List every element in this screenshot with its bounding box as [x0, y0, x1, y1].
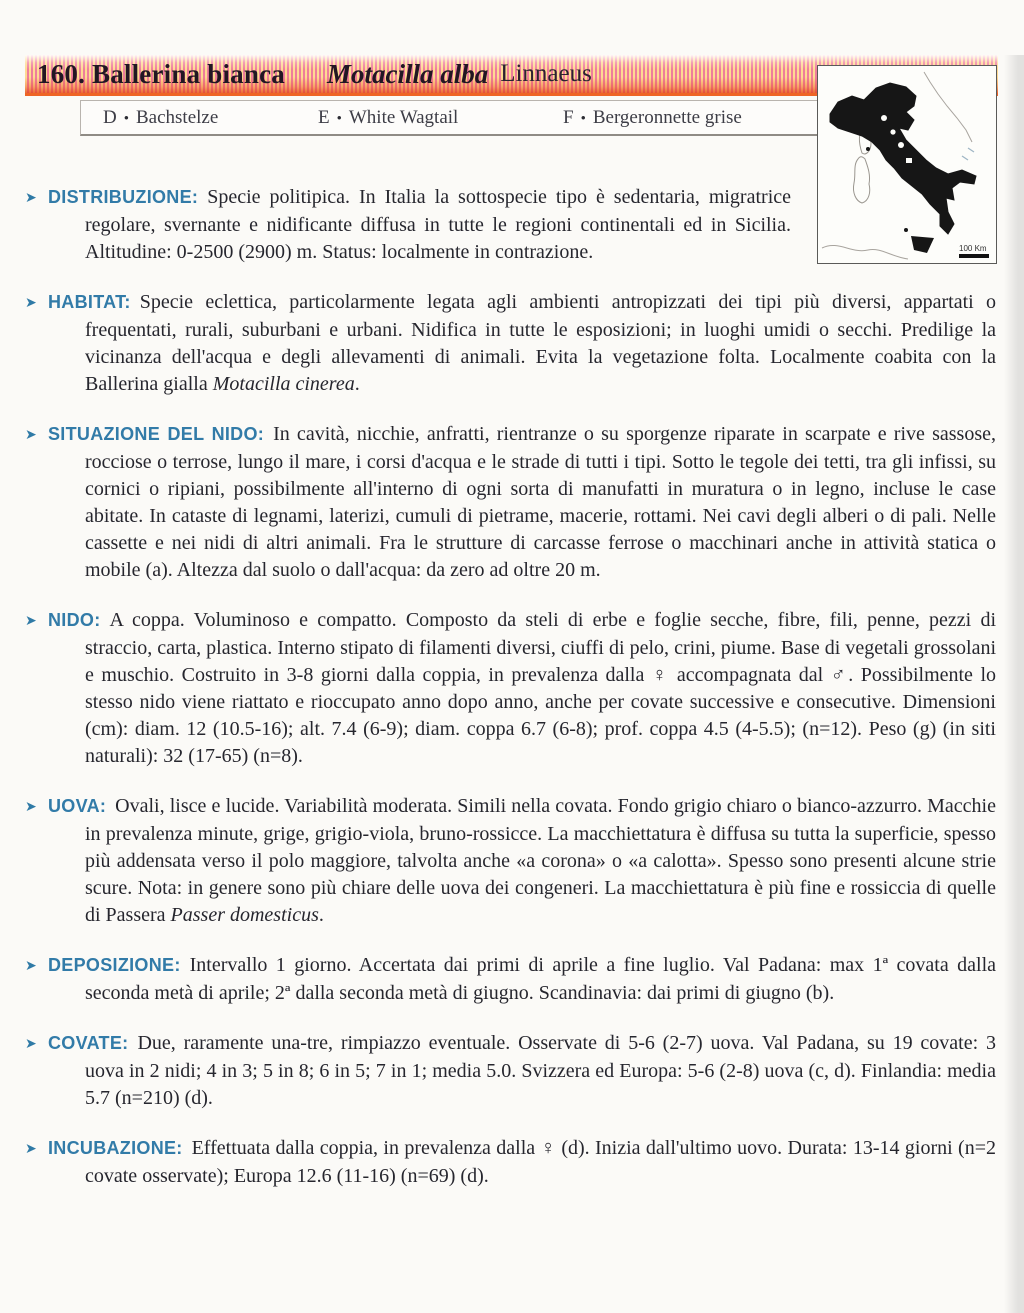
- section-label: UOVA:: [48, 796, 107, 816]
- section-label: COVATE:: [48, 1033, 129, 1053]
- section-text: Specie politipica. In Italia la sottospecie tipo è sedentaria, migratrice regolare, svernante e nidificante diffusa in tutte le regioni continentali ed in Sicilia. Altitudine: 0-2500 (2900) m. Status: localmente in contrazione.: [85, 186, 791, 263]
- bullet-icon: •: [123, 110, 129, 127]
- section-habitat: [25, 289, 996, 398]
- section-label: SITUAZIONE DEL NIDO:: [48, 424, 265, 444]
- section-text: Intervallo 1 giorno. Accertata dai primi di aprile a fine luglio. Val Padana: max 1ª covata dalla seconda metà di aprile; 2ª dalla seconda metà di giugno. Scandinavia: dai primi di giugno (b).: [85, 954, 996, 1004]
- section-arrow-icon: ➤: [25, 190, 37, 206]
- lang-name: Bachstelze: [136, 106, 219, 128]
- section-text: Specie eclettica, particolarmente legata agli ambienti antropizzati dei tipi più diversi, appartati o frequentati, rurali, suburbani e urbani. Nidifica in tutte le esposizioni; in luoghi umidi o secchi. Predilige la vicinanza dell'acqua e degli allevamenti di animali. Evita la vegetazione folta. Localmente coabita con la Ballerina gialla Motacilla cinerea.: [85, 291, 996, 395]
- section-text: In cavità, nicchie, anfratti, rientranze o su sporgenze riparate in scarpate e rive sassose, rocciose o terrose, lungo il mare, i corsi d'acqua e le strade di tutti i tipi. Sotto le tegole dei tetti, tra gli infissi, su cornici o ripiani, possibilmente all'interno di ogni sorta di manufatti in muratura o in legno, incluse le case abitate. In cataste di legnami, laterizi, cumuli di pietrame, macerie, rottami. Nei cavi degli alberi o di pali. Nelle cassette e nei nidi di altri animali. Fra le strutture di carcasse ferrose o macchinari anche in attività statica o mobile (a). Altezza dal suolo o dall'acqua: da zero ad oltre 20 m.: [85, 423, 996, 581]
- lang-code: E: [318, 106, 330, 128]
- section-paragraph: [25, 289, 996, 398]
- section-arrow-icon: ➤: [25, 1141, 37, 1157]
- section-text: Due, raramente una-tre, rimpiazzo eventuale. Osservate di 5-6 (2-7) uova. Val Padana, su 19 covate: 3 uova in 2 nidi; 4 in 3; 5 in 8; 6 in 5; 7 in 1; media 5.0. Svizzera ed Europa: 5-6 (2-8) uova (c, d). Finlandia: media 5.7 (n=210) (d).: [85, 1032, 996, 1109]
- section-text: Ovali, lisce e lucide. Variabilità moderata. Simili nella covata. Fondo grigio chiaro o bianco-azzurro. Macchie in prevalenza minute, grige, grigio-viola, bruno-rossicce. La macchiettatura è diffusa su tutta la superficie, spesso più addensata verso il polo maggiore, talvolta anche «a corona» o «a calotta». Spesso sono presenti alcune strie scure. Nota: in genere sono più chiare delle uova dei congeneri. La macchiettatura è più fine e rossiccia di quelle di Passera Passer domesticus.: [85, 795, 996, 926]
- section-paragraph: [25, 607, 996, 770]
- section-text: A coppa. Voluminoso e compatto. Composto da steli di erbe e foglie secche, fibre, fili, penne, pezzi di straccio, carta, plastica. Interno stipato di filamenti diversi, ciuffi di pelo, crini, piume. Base di vegetali grossolani e muschio. Costruito in 3-8 giorni dalla coppia, in prevalenza dalla ♀ accompagnata dal ♂. Possibilmente lo stesso nido viene riattato e rioccupato anno dopo anno, anche per covate successive e consecutive. Dimensioni (cm): diam. 12 (10.5-16); alt. 7.4 (6-9); diam. coppa 6.7 (6-8); prof. coppa 4.5 (4-5.5); (n=12). Peso (g) (in siti naturali): 32 (17-65) (n=8).: [85, 609, 996, 767]
- vernacular-name-german: [81, 107, 296, 129]
- section-paragraph: [25, 952, 996, 1007]
- section-arrow-icon: ➤: [25, 613, 37, 629]
- section-paragraph: [25, 1135, 996, 1190]
- section-paragraph: [25, 1030, 996, 1112]
- lang-name: Bergeronnette grise: [592, 106, 742, 128]
- section-arrow-icon: ➤: [25, 958, 37, 974]
- lang-name: White Wagtail: [348, 106, 459, 128]
- bullet-icon: •: [580, 110, 586, 127]
- section-arrow-icon: ➤: [25, 799, 37, 815]
- section-situazione-del-nido: [25, 421, 996, 584]
- bullet-icon: •: [336, 110, 342, 127]
- section-covate: [25, 1030, 996, 1112]
- section-incubazione: [25, 1135, 996, 1190]
- species-scientific-name: Motacilla alba: [326, 58, 489, 89]
- section-arrow-icon: ➤: [25, 1036, 37, 1052]
- species-account-content: [0, 184, 1024, 1190]
- distribution-map: [817, 65, 997, 264]
- section-deposizione: [25, 952, 996, 1007]
- section-text: Effettuata dalla coppia, in prevalenza dalla ♀ (d). Inizia dall'ultimo uovo. Durata: 13-14 giorni (n=2 covate osservate); Europa 12.6 (11-16) (n=69) (d).: [85, 1137, 996, 1187]
- map-scale-label: 100 Km: [959, 244, 987, 253]
- section-uova: [25, 793, 996, 929]
- species-author: Linnaeus: [500, 60, 592, 87]
- species-number-title: 160. Ballerina bianca: [37, 58, 285, 89]
- map-scale-bar: [959, 254, 989, 258]
- section-arrow-icon: ➤: [25, 295, 37, 311]
- section-label: DISTRIBUZIONE:: [48, 187, 199, 207]
- vernacular-name-english: [296, 107, 541, 129]
- section-paragraph: [25, 793, 996, 929]
- section-label: DEPOSIZIONE:: [48, 955, 181, 975]
- lang-code: F: [563, 106, 574, 128]
- section-label: NIDO:: [48, 610, 101, 630]
- section-nido: [25, 607, 996, 770]
- section-paragraph: [25, 421, 996, 584]
- section-label: INCUBAZIONE:: [48, 1138, 183, 1158]
- book-page: [0, 55, 1024, 1313]
- section-arrow-icon: ➤: [25, 427, 37, 443]
- italy-map-graphic: [818, 66, 996, 263]
- lang-code: D: [103, 106, 117, 128]
- map-scale: [959, 244, 989, 258]
- section-label: HABITAT:: [48, 292, 131, 312]
